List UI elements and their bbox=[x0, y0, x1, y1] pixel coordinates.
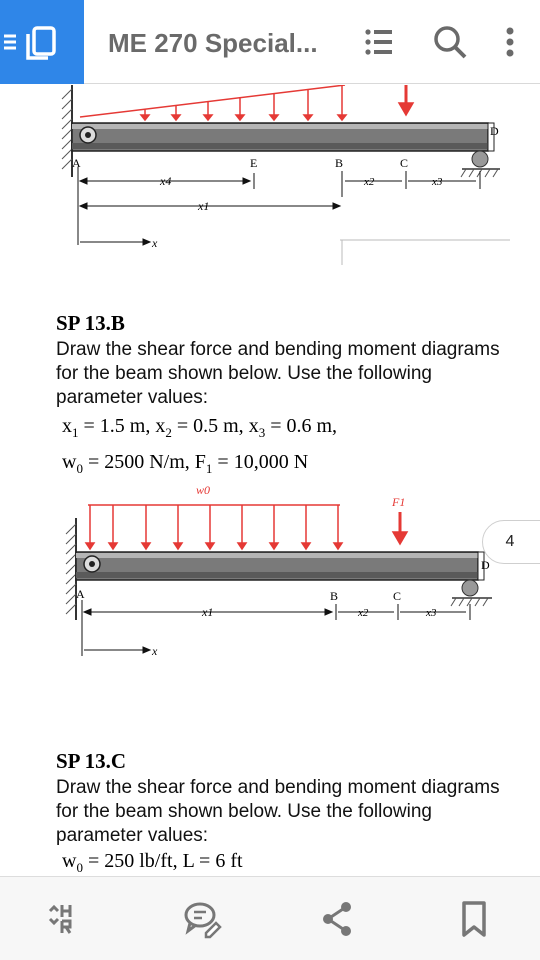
label-c: C bbox=[400, 156, 409, 170]
document-copy-icon bbox=[2, 24, 72, 64]
ocr-scan-icon[interactable] bbox=[44, 897, 88, 941]
dim-x: x bbox=[152, 236, 158, 250]
dim-x: x bbox=[152, 644, 158, 658]
dim-x1: x1 bbox=[198, 199, 210, 213]
dim-x3: x3 bbox=[426, 607, 437, 619]
label-a: A bbox=[76, 587, 85, 601]
share-icon[interactable] bbox=[316, 897, 360, 941]
dim-x2: x2 bbox=[358, 607, 369, 619]
bottom-toolbar bbox=[0, 876, 540, 960]
label-f1: F1 bbox=[392, 495, 406, 509]
label-d: D bbox=[481, 558, 490, 572]
document-page[interactable] bbox=[0, 85, 540, 875]
dim-x3: x3 bbox=[432, 176, 443, 188]
comment-edit-icon[interactable] bbox=[180, 897, 224, 941]
search-icon[interactable] bbox=[430, 22, 470, 62]
label-b: B bbox=[330, 589, 339, 603]
dim-x4: x4 bbox=[160, 174, 172, 188]
list-view-icon[interactable] bbox=[360, 22, 400, 62]
label-e: E bbox=[250, 156, 258, 170]
top-app-bar bbox=[0, 0, 540, 84]
equation-sp13c: $w_0 = 250$ lb/ft, L = 6 ft bbox=[62, 850, 243, 875]
label-b: B bbox=[335, 156, 344, 170]
label-d: D bbox=[490, 124, 499, 138]
page-number-badge[interactable]: 4 bbox=[482, 520, 540, 564]
more-vert-icon[interactable] bbox=[490, 22, 530, 62]
app-logo-button[interactable] bbox=[0, 0, 84, 84]
label-a: A bbox=[72, 156, 81, 170]
equation-sp13b-line1: $x_1 = 1.5$ m, $x_2 = 0.5$ m, $x_3 = 0.6$ m, bbox=[62, 415, 338, 440]
dim-x1: x1 bbox=[202, 605, 214, 619]
section-title-sp13c: SP 13.C bbox=[56, 749, 127, 773]
bookmark-icon[interactable] bbox=[452, 897, 496, 941]
section-text-sp13b: Draw the shear force and bending moment diagrams for the beam shown below. Use the following parameter values: bbox=[56, 339, 500, 408]
beam-figure-top bbox=[0, 85, 540, 275]
beam-figure-sp13b bbox=[0, 480, 540, 670]
equation-sp13b-line2: $w_0 = 2500$ N/m, $F_1 = 10,000$ N bbox=[62, 451, 309, 476]
label-w0: w0 bbox=[196, 483, 211, 497]
section-title-sp13b: SP 13.B bbox=[56, 311, 125, 335]
label-c: C bbox=[393, 589, 402, 603]
section-text-sp13c: Draw the shear force and bending moment diagrams for the beam shown below. Use the following parameter values: bbox=[56, 777, 500, 846]
dim-x2: x2 bbox=[364, 176, 375, 188]
document-title: ME 270 Special... bbox=[108, 28, 318, 58]
